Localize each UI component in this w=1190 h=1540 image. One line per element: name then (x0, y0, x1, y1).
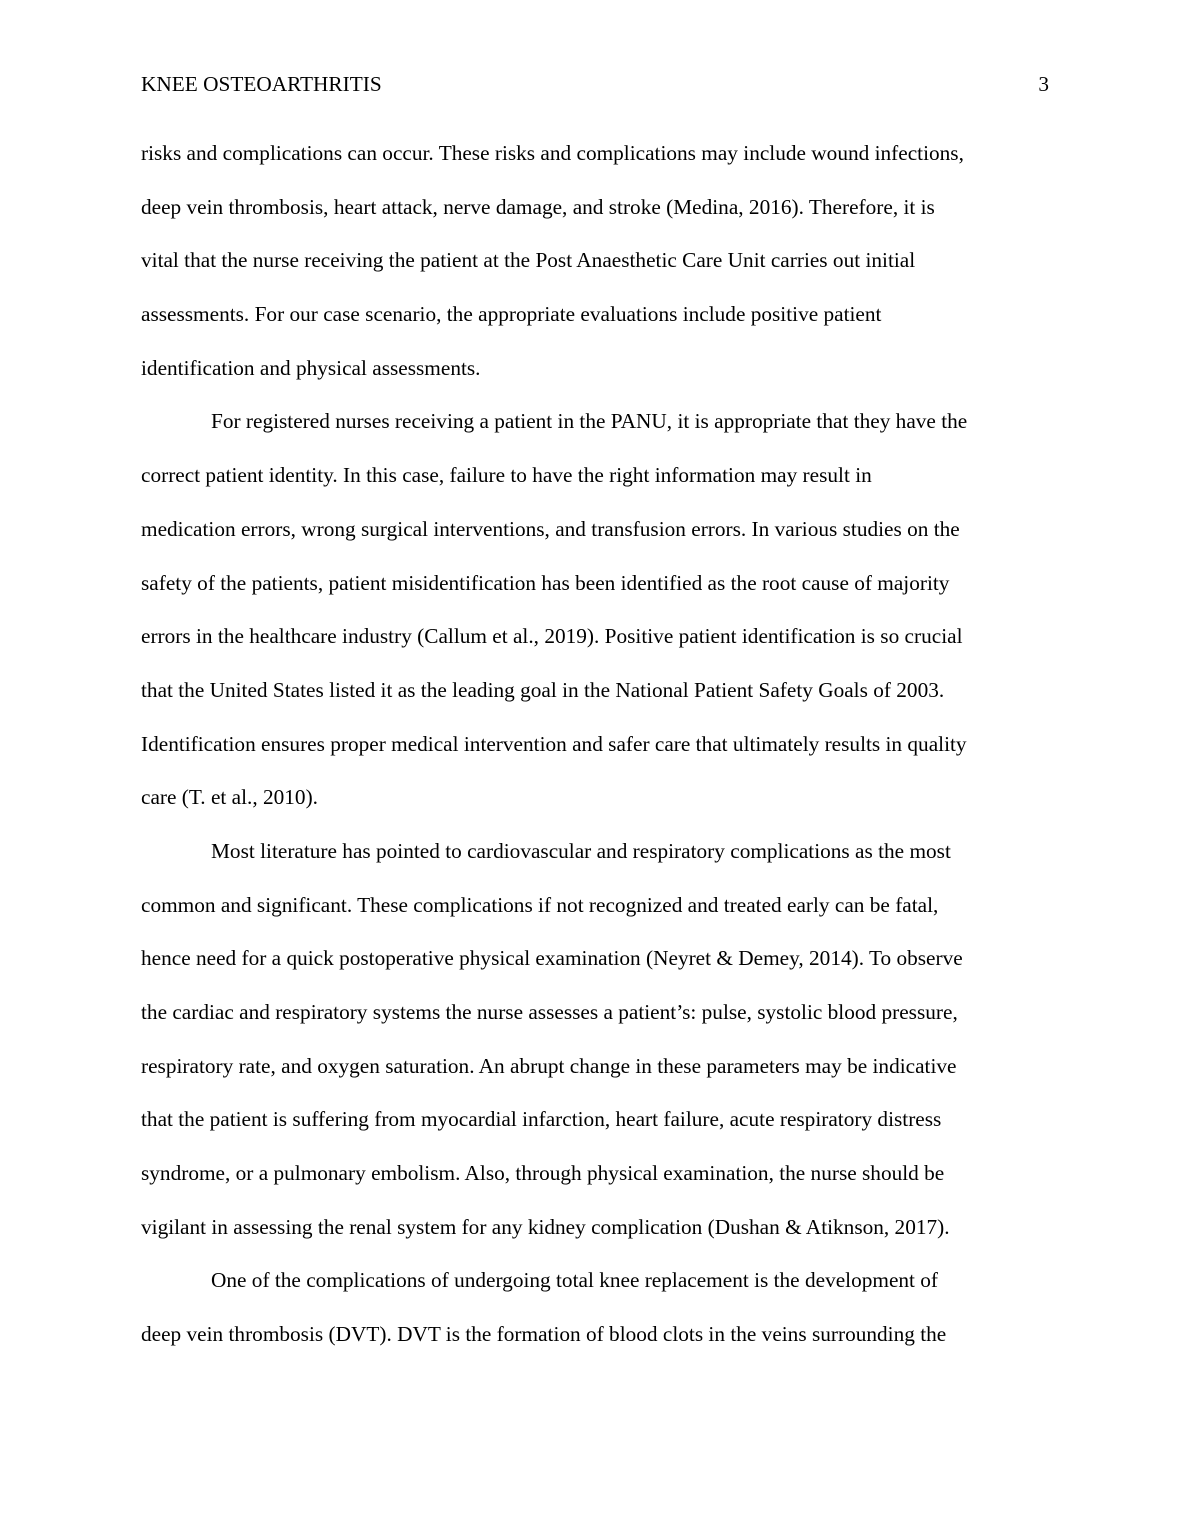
text-line: that the United States listed it as the leading goal in the National Patient Safety Goals of 2003. (141, 677, 945, 702)
text-line: common and significant. These complications if not recognized and treated early can be fatal, (141, 892, 939, 917)
text-line: hence need for a quick postoperative physical examination (Neyret & Demey, 2014). To observe (141, 946, 963, 971)
text-line: syndrome, or a pulmonary embolism. Also, through physical examination, the nurse should be (141, 1161, 945, 1186)
paragraph-first-line: Most literature has pointed to cardiovascular and respiratory complications as the most (211, 838, 951, 863)
running-head: KNEE OSTEOARTHRITIS (141, 72, 382, 96)
text-line: respiratory rate, and oxygen saturation. An abrupt change in these parameters may be indicative (141, 1053, 957, 1078)
body-text (141, 127, 1049, 1362)
text-line: safety of the patients, patient misidentification has been identified as the root cause of majority (141, 570, 950, 595)
text-line: the cardiac and respiratory systems the nurse assesses a patient’s: pulse, systolic blood pressure, (141, 1000, 958, 1024)
text-line: care (T. et al., 2010). (141, 785, 318, 810)
text-line: Identification ensures proper medical intervention and safer care that ultimately results in quality (141, 731, 967, 756)
text-line: errors in the healthcare industry (Callum et al., 2019). Positive patient identification is so crucial (141, 624, 963, 649)
text-line: assessments. For our case scenario, the appropriate evaluations include positive patient (141, 302, 882, 327)
page-number: 3 (1038, 72, 1049, 96)
text-line: correct patient identity. In this case, failure to have the right information may result in (141, 463, 872, 488)
text-line: vital that the nurse receiving the patient at the Post Anaesthetic Care Unit carries out initial (141, 248, 916, 273)
text-line: that the patient is suffering from myocardial infarction, heart failure, acute respiratory distress (141, 1107, 942, 1132)
text-line: risks and complications can occur. These risks and complications may include wound infections, (141, 141, 964, 165)
text-line: deep vein thrombosis, heart attack, nerve damage, and stroke (Medina, 2016). Therefore, it is (141, 194, 935, 219)
paragraph-first-line: For registered nurses receiving a patient in the PANU, it is appropriate that they have the (211, 409, 968, 434)
text-line: vigilant in assessing the renal system for any kidney complication (Dushan & Atiknson, 2017). (141, 1214, 950, 1239)
text-line: medication errors, wrong surgical interventions, and transfusion errors. In various studies on the (141, 516, 960, 541)
text-line: identification and physical assessments. (141, 355, 481, 380)
paragraph-first-line: One of the complications of undergoing total knee replacement is the development of (211, 1268, 939, 1293)
text-line: deep vein thrombosis (DVT). DVT is the formation of blood clots in the veins surrounding the (141, 1322, 947, 1347)
